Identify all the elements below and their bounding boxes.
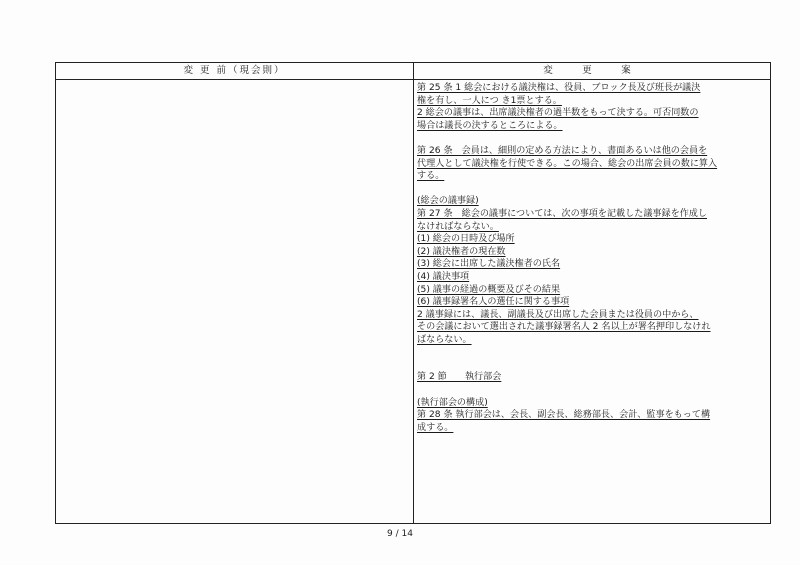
minutes-item-2: (2) 議決権者の現在数 [417, 246, 506, 257]
article-27-line-2: なければならない。 [417, 221, 499, 232]
article-27-para-2-line-3: ばならない。 [417, 334, 472, 345]
article-27-line-1: 第 27 条 総会の議事については、次の事項を記載した議事録を作成し [417, 208, 707, 219]
minutes-item-3: (3) 総会に出席した議決権者の氏名 [417, 259, 561, 270]
article-25-line-1: 第 25 条 1 総会における議決権は、役員、ブロック長及び班長が議決 [417, 83, 701, 93]
proposed-change-cell [417, 82, 767, 434]
executive-board-heading: (執行部会の構成) [417, 397, 488, 408]
page-number: 9 / 14 [387, 529, 413, 539]
minutes-item-5: (5) 議事の経過の概要及びその結果 [417, 284, 561, 295]
article-26-line-3: する。 [417, 171, 445, 182]
article-27-para-2-line-2: その会議において選出された議事録署名人 2 名以上が署名押印しなけれ [417, 322, 711, 333]
minutes-item-4: (4) 議決事項 [417, 271, 470, 282]
article-25-line-2: 権を有し、一人につ き1票とする。 [417, 95, 562, 106]
article-26-line-2: 代理人として議決権を行使できる。この場合、総会の出席会員の数に算入 [417, 158, 718, 169]
minutes-item-6: (6) 議事録署名人の選任に関する事項 [417, 297, 570, 308]
comparison-table [55, 62, 771, 524]
article-27-para-2-line-1: 2 議事録には、議長、副議長及び出席した会員または役員の中から、 [417, 309, 699, 320]
section-2-heading: 第 2 節 執行部会 [417, 372, 502, 383]
minutes-heading: (総会の議事録) [417, 196, 479, 207]
article-28-line-1: 第 28 条 執行部会は、会長、副会長、総務部長、会計、監事をもって構 [417, 410, 711, 421]
article-28-line-2: 成する。 [417, 422, 454, 433]
article-25-line-3: 2 総会の議事は、出席議決権者の過半数をもって決する。可否同数の [417, 108, 699, 119]
article-25-line-4: 場合は議長の決するところによる。 [417, 120, 563, 131]
header-before-change: 変 更 前（現会則） [183, 65, 286, 76]
article-26-line-1: 第 26 条 会員は、細則の定める方法により、書面あるいは他の会員を [417, 145, 708, 156]
header-proposed-change: 変 更 案 [543, 65, 641, 76]
minutes-item-1: (1) 総会の日時及び場所 [417, 234, 515, 245]
column-divider [413, 63, 414, 523]
